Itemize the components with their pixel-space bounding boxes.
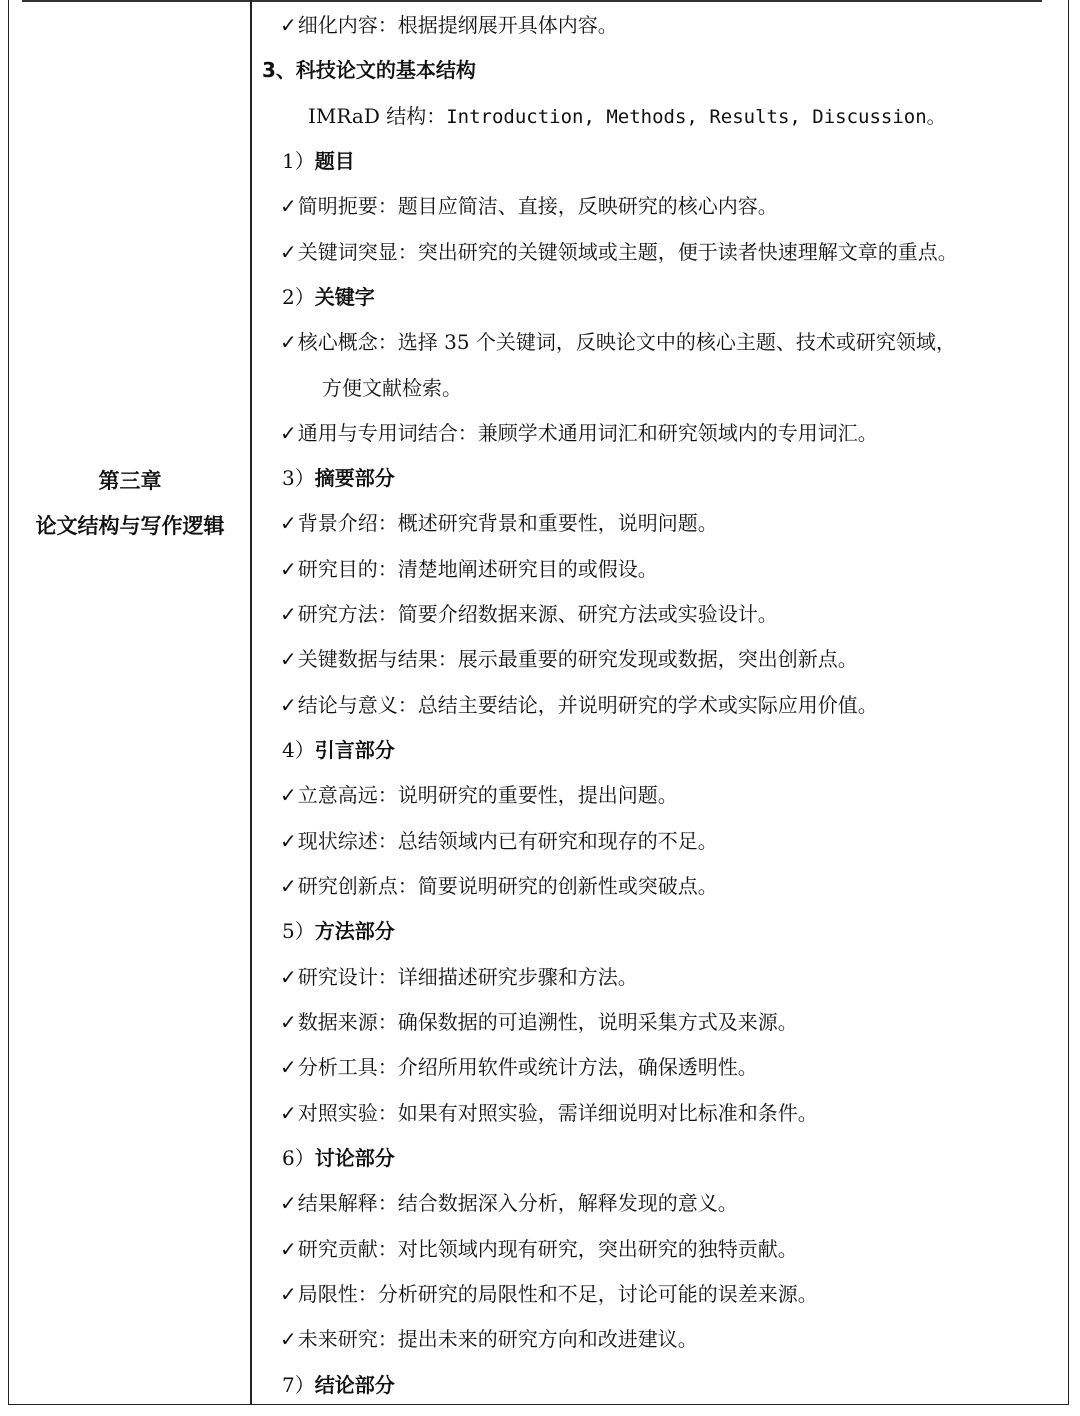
check-icon: ✓ <box>280 421 297 445</box>
list-item: ✓分析工具：介绍所用软件或统计方法，确保透明性。 <box>280 1055 758 1079</box>
list-item: ✓结论与意义：总结主要结论，并说明研究的学术或实际应用价值。 <box>280 693 878 717</box>
subsection-heading: 1）题目 <box>282 149 355 173</box>
list-item: ✓简明扼要：题目应简洁、直接，反映研究的核心内容。 <box>280 194 778 218</box>
chapter-title: 论文结构与写作逻辑 <box>35 514 225 538</box>
list-item: ✓局限性：分析研究的局限性和不足，讨论可能的误差来源。 <box>280 1282 818 1306</box>
list-item: ✓未来研究：提出未来的研究方向和改进建议。 <box>280 1327 698 1351</box>
list-item: ✓对照实验：如果有对照实验，需详细说明对比标准和条件。 <box>280 1101 818 1125</box>
list-item: ✓关键数据与结果：展示最重要的研究发现或数据，突出创新点。 <box>280 647 858 671</box>
list-item: ✓背景介绍：概述研究背景和重要性，说明问题。 <box>280 511 718 535</box>
content-cell <box>262 0 1062 1405</box>
chapter-label: 第三章 <box>98 469 162 493</box>
check-icon: ✓ <box>280 511 297 535</box>
check-icon: ✓ <box>280 1282 297 1306</box>
list-item: ✓关键词突显：突出研究的关键领域或主题，便于读者快速理解文章的重点。 <box>280 240 958 264</box>
list-item: ✓通用与专用词结合：兼顾学术通用词汇和研究领域内的专用词汇。 <box>280 421 878 445</box>
check-icon: ✓ <box>280 1101 297 1125</box>
imrad-line: IMRaD 结构：Introduction, Methods, Results, Discussion。 <box>308 104 946 128</box>
list-item: ✓研究设计：详细描述研究步骤和方法。 <box>280 965 638 989</box>
check-icon: ✓ <box>280 1055 297 1079</box>
list-item: ✓立意高远：说明研究的重要性，提出问题。 <box>280 783 678 807</box>
check-icon: ✓ <box>280 1010 297 1034</box>
check-icon: ✓ <box>280 1327 297 1351</box>
list-item: ✓核心概念：选择 35 个关键词，反映论文中的核心主题、技术或研究领域， <box>280 330 956 354</box>
subsection-heading: 6）讨论部分 <box>282 1146 395 1170</box>
column-divider <box>250 0 252 1405</box>
check-icon: ✓ <box>280 330 297 354</box>
list-item-continuation: 方便文献检索。 <box>322 376 462 400</box>
check-icon: ✓ <box>280 783 297 807</box>
section-heading: 3、科技论文的基本结构 <box>262 58 476 82</box>
check-icon: ✓ <box>280 693 297 717</box>
check-icon: ✓ <box>280 557 297 581</box>
subsection-heading: 3）摘要部分 <box>282 466 395 490</box>
check-icon: ✓ <box>280 1237 297 1261</box>
check-icon: ✓ <box>280 647 297 671</box>
list-item: ✓数据来源：确保数据的可追溯性，说明采集方式及来源。 <box>280 1010 798 1034</box>
list-item: ✓研究目的：清楚地阐述研究目的或假设。 <box>280 557 658 581</box>
list-item: ✓现状综述：总结领域内已有研究和现存的不足。 <box>280 829 718 853</box>
check-icon: ✓ <box>280 874 297 898</box>
check-icon: ✓ <box>280 602 297 626</box>
subsection-heading: 2）关键字 <box>282 285 375 309</box>
list-item: ✓结果解释：结合数据深入分析，解释发现的意义。 <box>280 1191 738 1215</box>
subsection-heading: 7）结论部分 <box>282 1373 395 1397</box>
check-icon: ✓ <box>280 240 297 264</box>
list-item: ✓研究方法：简要介绍数据来源、研究方法或实验设计。 <box>280 602 778 626</box>
check-icon: ✓ <box>280 1191 297 1215</box>
check-icon: ✓ <box>280 13 297 37</box>
list-item: ✓研究贡献：对比领域内现有研究，突出研究的独特贡献。 <box>280 1237 798 1261</box>
list-item: ✓细化内容：根据提纲展开具体内容。 <box>280 13 618 37</box>
check-icon: ✓ <box>280 965 297 989</box>
check-icon: ✓ <box>280 194 297 218</box>
list-item: ✓研究创新点：简要说明研究的创新性或突破点。 <box>280 874 718 898</box>
check-icon: ✓ <box>280 829 297 853</box>
chapter-cell <box>10 0 250 1405</box>
subsection-heading: 5）方法部分 <box>282 919 395 943</box>
subsection-heading: 4）引言部分 <box>282 738 395 762</box>
